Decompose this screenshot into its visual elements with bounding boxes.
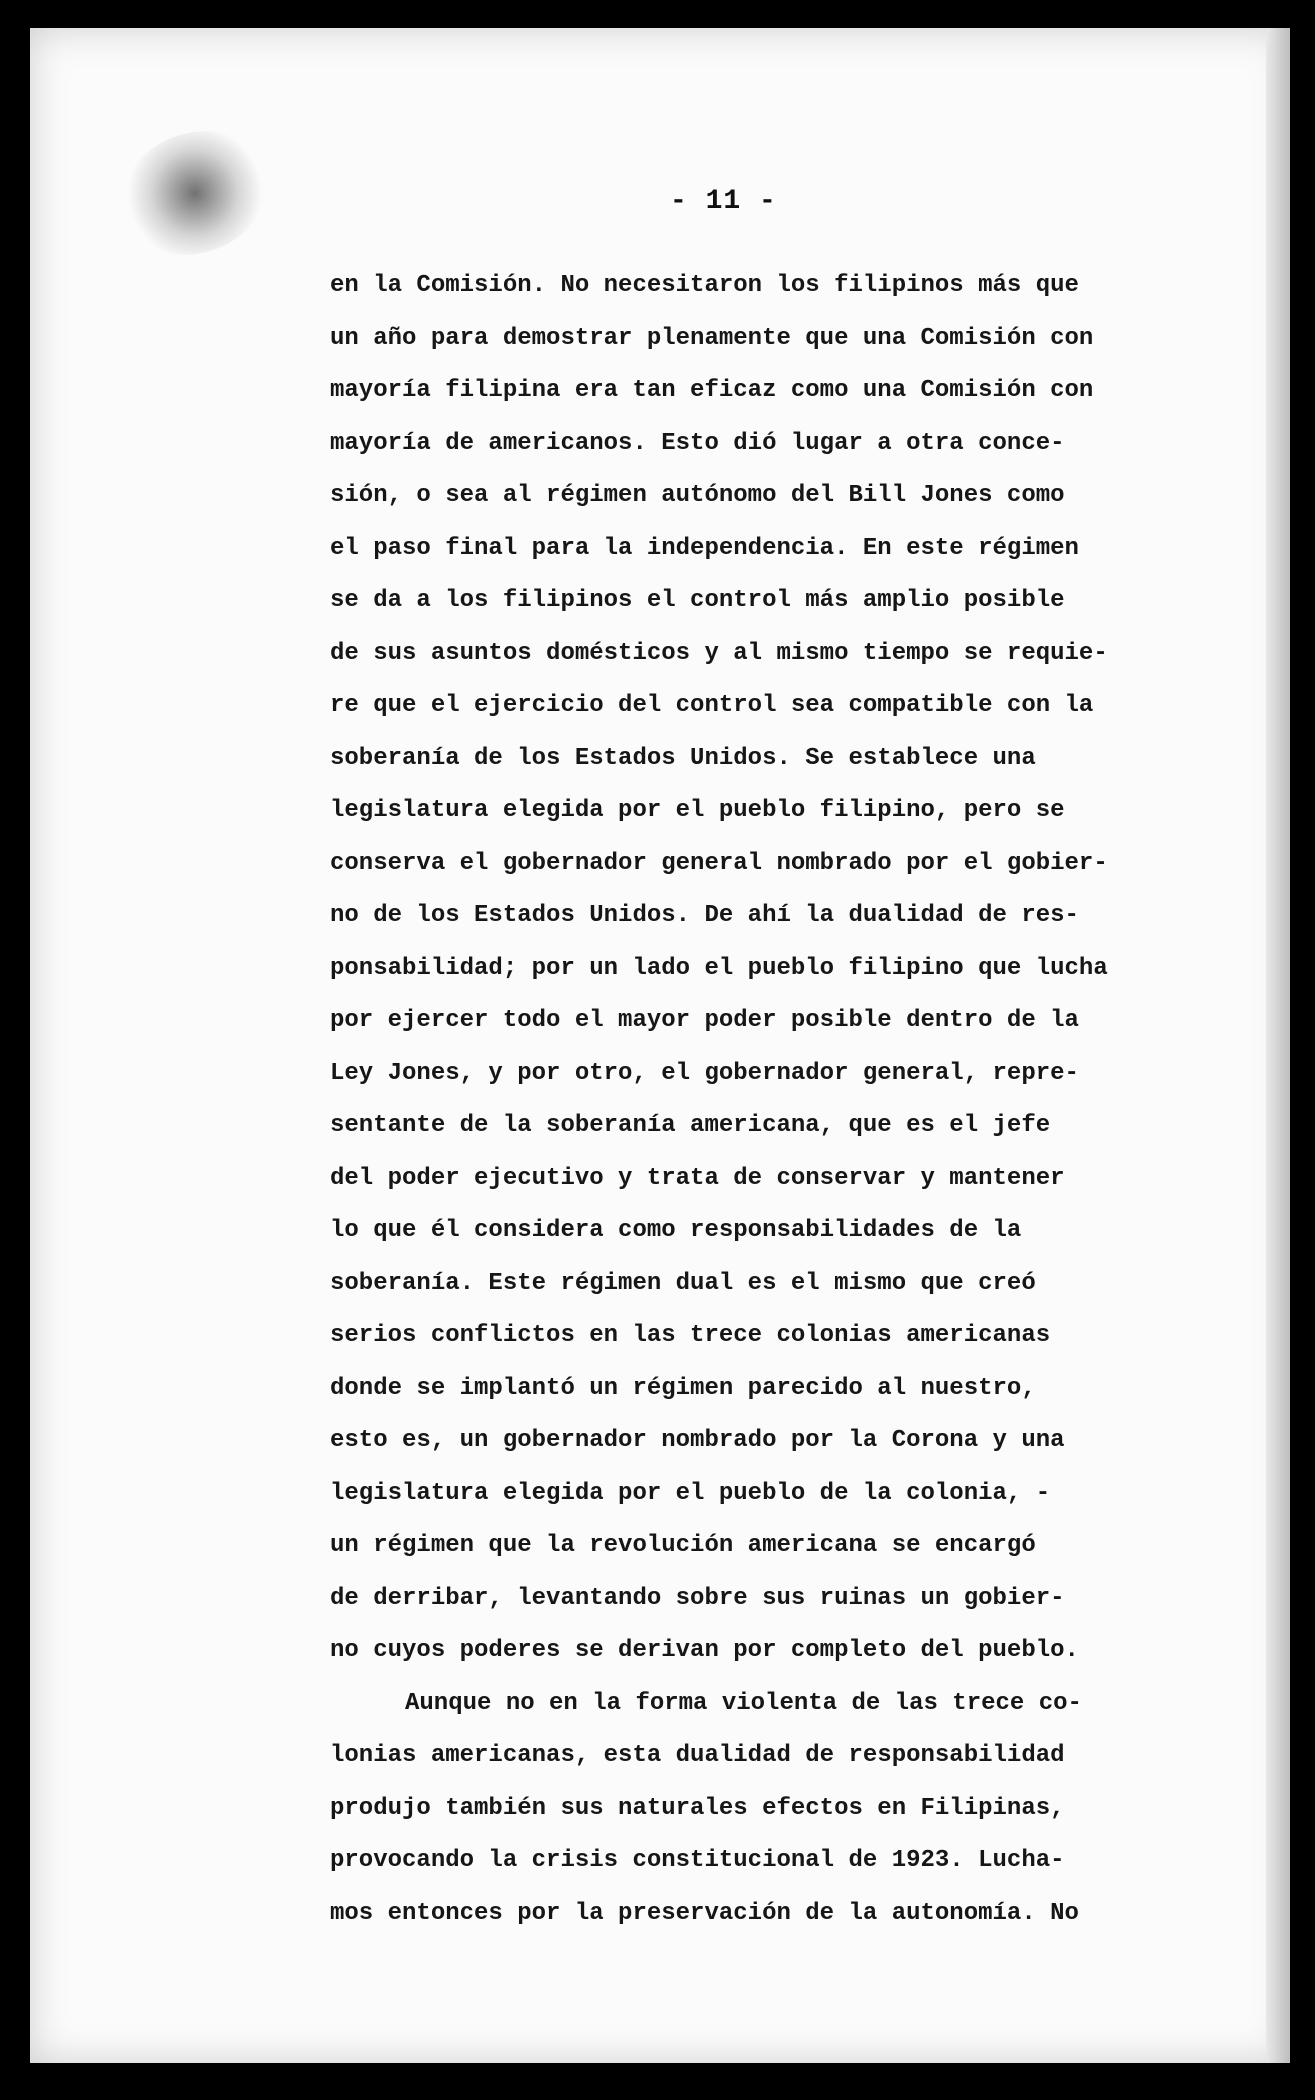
page-edge xyxy=(1266,28,1290,2063)
text-line: lo que él considera como responsabilidades de la xyxy=(330,1217,1022,1244)
text-line: esto es, un gobernador nombrado por la Corona y una xyxy=(330,1427,1065,1454)
ink-smudge xyxy=(104,111,286,275)
text-line: un año para demostrar plenamente que una Comisión con xyxy=(330,324,1094,352)
text-line: sión, o sea al régimen autónomo del Bill Jones como xyxy=(330,482,1065,509)
text-line: re que el ejercicio del control sea compatible con la xyxy=(330,692,1094,719)
text-line: un régimen que la revolución americana se encargó xyxy=(330,1532,1036,1559)
text-line: legislatura elegida por el pueblo de la colonia, - xyxy=(330,1479,1051,1507)
text-line: de sus asuntos domésticos y al mismo tiempo se requie- xyxy=(330,639,1108,667)
text-line: no cuyos poderes se derivan por completo del pueblo. xyxy=(330,1637,1079,1664)
text-line: conserva el gobernador general nombrado por el gobier- xyxy=(330,849,1108,877)
text-line: mos entonces por la preservación de la autonomía. No xyxy=(330,1899,1079,1927)
text-line: lonias americanas, esta dualidad de responsabilidad xyxy=(330,1742,1065,1769)
document-page xyxy=(30,28,1290,2063)
text-line: mayoría filipina era tan eficaz como una Comisión con xyxy=(330,377,1094,404)
text-line: Aunque no en la forma violenta de las trece co- xyxy=(405,1689,1082,1717)
text-line: provocando la crisis constitucional de 1923. Lucha- xyxy=(330,1847,1065,1874)
text-line: se da a los filipinos el control más amplio posible xyxy=(330,587,1065,614)
text-line: legislatura elegida por el pueblo filipino, pero se xyxy=(330,797,1065,824)
text-line: mayoría de americanos. Esto dió lugar a otra conce- xyxy=(330,429,1065,457)
text-line: soberanía de los Estados Unidos. Se establece una xyxy=(330,744,1036,772)
text-line: ponsabilidad; por un lado el pueblo filipino que lucha xyxy=(330,954,1108,982)
text-line: en la Comisión. No necesitaron los filipinos más que xyxy=(330,272,1079,299)
text-line: serios conflictos en las trece colonias americanas xyxy=(330,1322,1051,1349)
text-line: del poder ejecutivo y trata de conservar y mantener xyxy=(330,1164,1065,1192)
text-line: sentante de la soberanía americana, que es el jefe xyxy=(330,1112,1051,1139)
text-line: por ejercer todo el mayor poder posible dentro de la xyxy=(330,1007,1079,1034)
text-line: soberanía. Este régimen dual es el mismo que creó xyxy=(330,1269,1036,1297)
page-number: - 11 - xyxy=(670,186,777,217)
body-text xyxy=(330,260,1210,1940)
text-line: donde se implantó un régimen parecido al nuestro, xyxy=(330,1374,1036,1402)
text-line: el paso final para la independencia. En este régimen xyxy=(330,534,1079,562)
text-line: produjo también sus naturales efectos en Filipinas, xyxy=(330,1794,1065,1822)
text-line: de derribar, levantando sobre sus ruinas un gobier- xyxy=(330,1584,1065,1612)
text-line: Ley Jones, y por otro, el gobernador general, repre- xyxy=(330,1059,1079,1087)
text-line: no de los Estados Unidos. De ahí la dualidad de res- xyxy=(330,902,1079,929)
